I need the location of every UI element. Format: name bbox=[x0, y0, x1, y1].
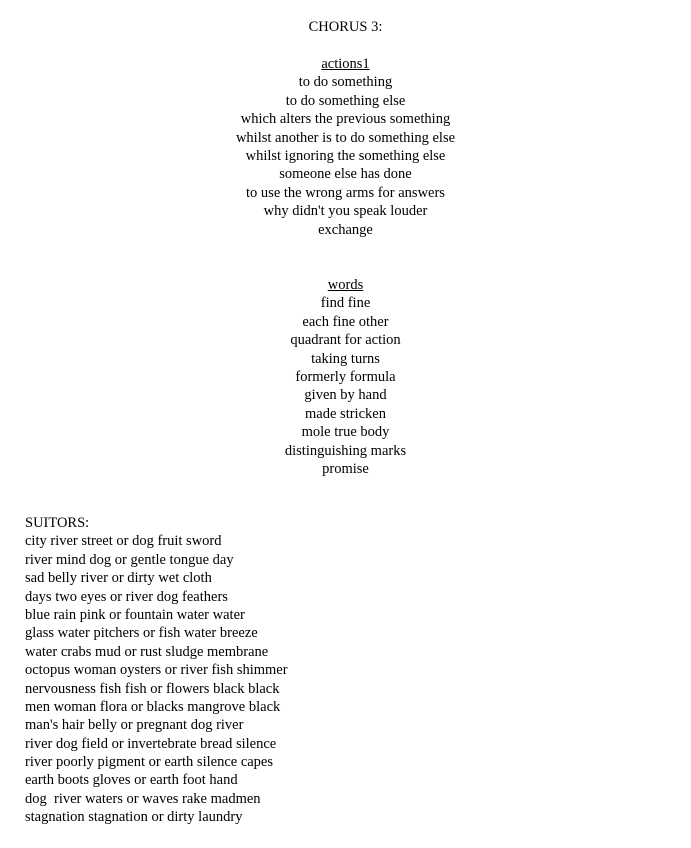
suitors-line: stagnation stagnation or dirty laundry bbox=[25, 809, 243, 826]
words-line: quadrant for action bbox=[290, 332, 401, 349]
words-line: formerly formula bbox=[295, 368, 396, 385]
actions-line: to do something bbox=[298, 74, 393, 91]
actions-line: which alters the previous something bbox=[240, 111, 451, 128]
suitors-line: water crabs mud or rust sludge membrane bbox=[25, 643, 269, 660]
words-line: given by hand bbox=[304, 387, 387, 404]
words-line: each fine other bbox=[302, 313, 389, 330]
words-line: mole true body bbox=[301, 424, 390, 441]
suitors-section bbox=[25, 514, 665, 827]
suitors-line: dog river waters or waves rake madmen bbox=[25, 790, 261, 807]
actions-line: to do something else bbox=[285, 92, 406, 109]
actions-heading: actions1 bbox=[321, 56, 370, 72]
actions-line: exchange bbox=[318, 221, 373, 238]
actions-line: why didn't you speak louder bbox=[263, 203, 428, 220]
suitors-line: river mind dog or gentle tongue day bbox=[25, 551, 234, 568]
actions-line: whilst another is to do something else bbox=[235, 129, 456, 146]
suitors-line: river dog field or invertebrate bread silence bbox=[25, 735, 277, 752]
suitors-line: city river street or dog fruit sword bbox=[25, 533, 222, 550]
suitors-line: nervousness fish fish or flowers black black bbox=[25, 680, 280, 697]
words-line: promise bbox=[322, 460, 369, 477]
suitors-line: man's hair belly or pregnant dog river bbox=[25, 717, 244, 734]
page-title: CHORUS 3: bbox=[308, 19, 383, 35]
suitors-line: blue rain pink or fountain water water bbox=[25, 606, 245, 623]
suitors-line: glass water pitchers or fish water breeze bbox=[25, 625, 258, 642]
words-line: made stricken bbox=[305, 405, 386, 422]
title-block bbox=[0, 18, 691, 36]
suitors-line: earth boots gloves or earth foot hand bbox=[25, 772, 238, 789]
words-line: find fine bbox=[320, 295, 371, 312]
words-section bbox=[0, 276, 691, 478]
suitors-line: octopus woman oysters or river fish shimmer bbox=[25, 662, 288, 679]
suitors-line: river poorly pigment or earth silence capes bbox=[25, 754, 274, 771]
actions-line: to use the wrong arms for answers bbox=[246, 184, 445, 201]
suitors-line: days two eyes or river dog feathers bbox=[25, 588, 228, 605]
actions-section bbox=[0, 55, 691, 239]
actions-line: whilst ignoring the something else bbox=[245, 147, 446, 164]
actions-line: someone else has done bbox=[279, 166, 412, 183]
suitors-line: men woman flora or blacks mangrove black bbox=[25, 698, 281, 715]
suitors-line: sad belly river or dirty wet cloth bbox=[25, 570, 212, 587]
words-line: distinguishing marks bbox=[284, 442, 407, 459]
suitors-heading: SUITORS: bbox=[25, 515, 90, 531]
words-line: taking turns bbox=[311, 350, 380, 367]
words-heading: words bbox=[327, 277, 364, 293]
